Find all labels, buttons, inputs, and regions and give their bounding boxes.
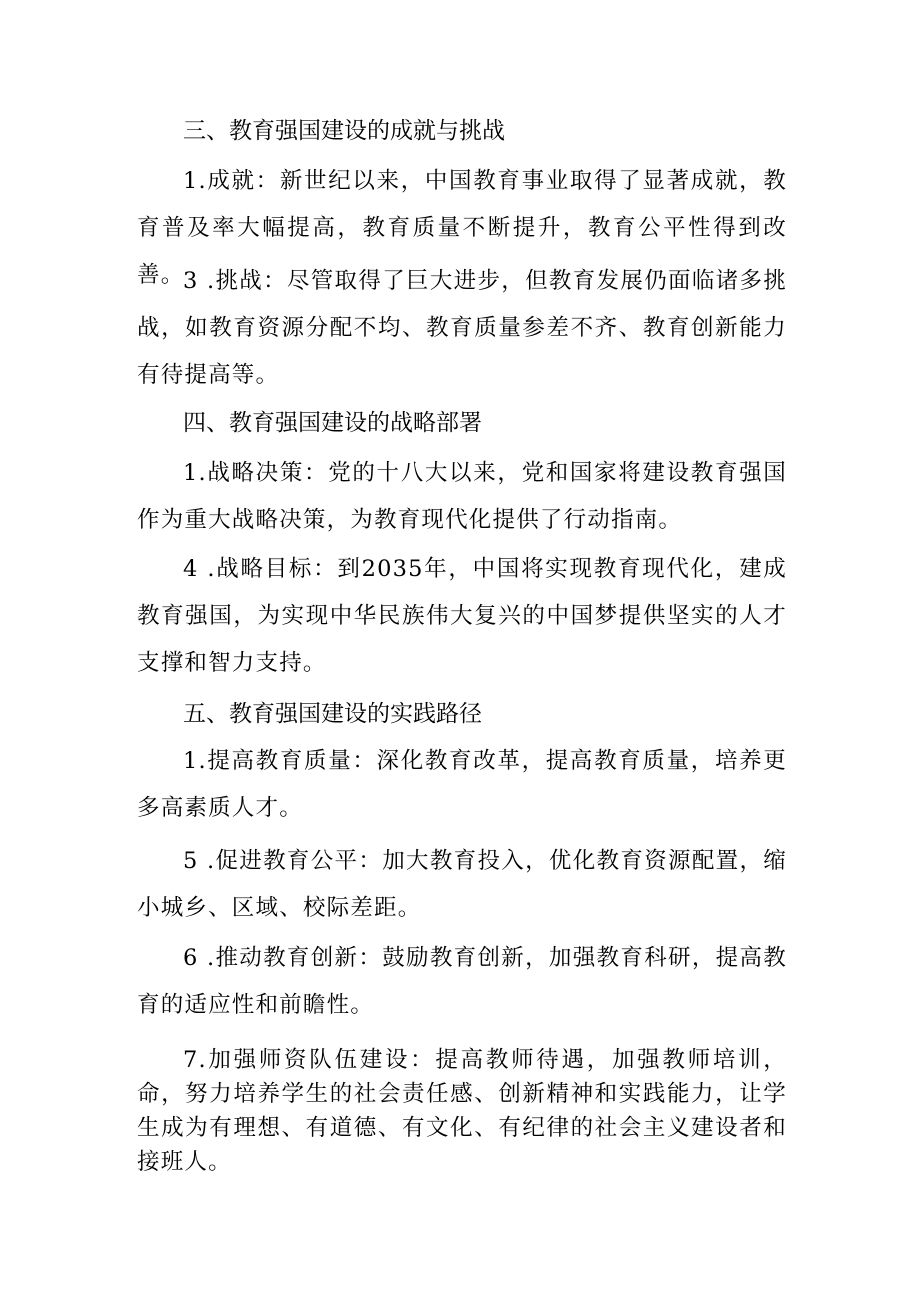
section-heading-achievements: 三、教育强国建设的成就与挑战 — [183, 118, 505, 144]
paragraph-teachers: 7.加强师资队伍建设：提高教师待遇，加强教师培训，命，努力培养学生的社会责任感、创新精神和实践能力，让学生成为有理想、有道德、有文化、有纪律的社会主义建设者和接班人。 — [137, 1047, 787, 1175]
paragraph-strategic-decision: 1.战略决策：党的十八大以来，党和国家将建设教育强国作为重大战略决策，为教育现代化提供了行动指南。 — [137, 460, 787, 533]
paragraph-equity: 5 .促进教育公平：加大教育投入，优化教育资源配置，缩小城乡、区域、校际差距。 — [137, 848, 787, 921]
paragraph-challenges: 3 .挑战：尽管取得了巨大进步，但教育发展仍面临诸多挑战，如教育资源分配不均、教育质量参差不齐、教育创新能力有待提高等。 — [137, 268, 787, 388]
section-heading-strategy: 四、教育强国建设的战略部署 — [183, 410, 482, 436]
paragraph-quality: 1.提高教育质量：深化教育改革，提高教育质量，培养更多高素质人才。 — [137, 748, 787, 821]
paragraph-strategic-goal: 4 .战略目标：到2035年，中国将实现教育现代化，建成教育强国，为实现中华民族伟大复兴的中国梦提供坚实的人才支撑和智力支持。 — [137, 556, 787, 676]
section-heading-practice: 五、教育强国建设的实践路径 — [183, 701, 482, 727]
paragraph-achievements: 1.成就：新世纪以来，中国教育事业取得了显著成就，教育普及率大幅提高，教育质量不断提升，教育公平性得到改善。 — [137, 168, 787, 288]
paragraph-innovation: 6 .推动教育创新：鼓励教育创新，加强教育科研，提高教育的适应性和前瞻性。 — [137, 945, 787, 1018]
